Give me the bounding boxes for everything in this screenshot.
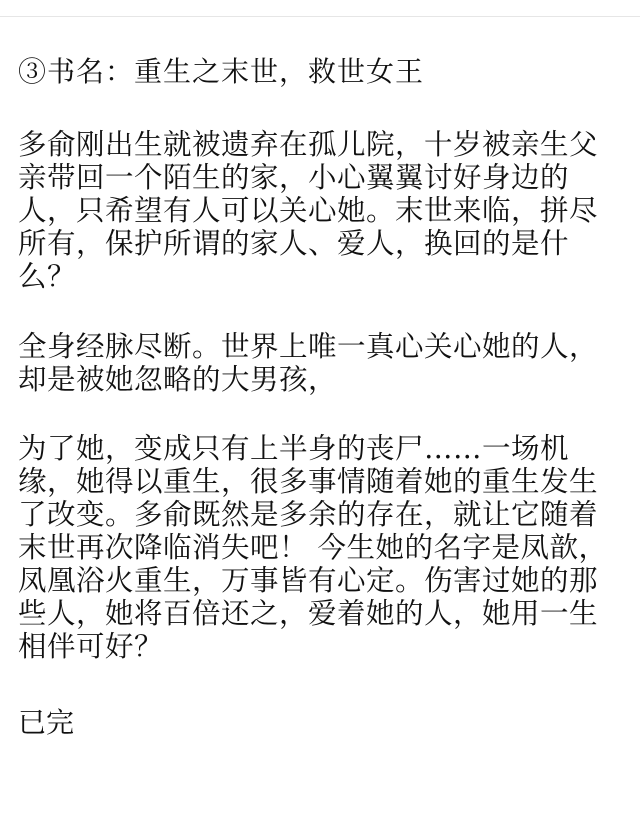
paragraph-3: 为了她，变成只有上半身的丧尸……一场机缘，她得以重生，很多事情随着她的重生发生了改变。多俞既然是多余的存在，就让它随着末世再次降临消失吧！ 今生她的名字是凤歆，凤凰浴火重生，万事皆有心定。伤害过她的那些人，她将百倍还之，爱着她的人，她用一生相伴可好？ — [18, 432, 608, 663]
document-body — [18, 52, 624, 742]
top-divider — [0, 16, 640, 17]
book-title: ③书名：重生之末世，救世女王 — [18, 55, 425, 88]
paragraph-1: 多俞刚出生就被遗弃在孤儿院，十岁被亲生父亲带回一个陌生的家，小心翼翼讨好身边的人，只希望有人可以关心她。末世来临，拼尽所有，保护所谓的家人、爱人，换回的是什么？ — [18, 128, 599, 293]
completion-note: 已完 — [18, 706, 75, 739]
paragraph-2: 全身经脉尽断。世界上唯一真心关心她的人，却是被她忽略的大男孩， — [18, 330, 599, 396]
